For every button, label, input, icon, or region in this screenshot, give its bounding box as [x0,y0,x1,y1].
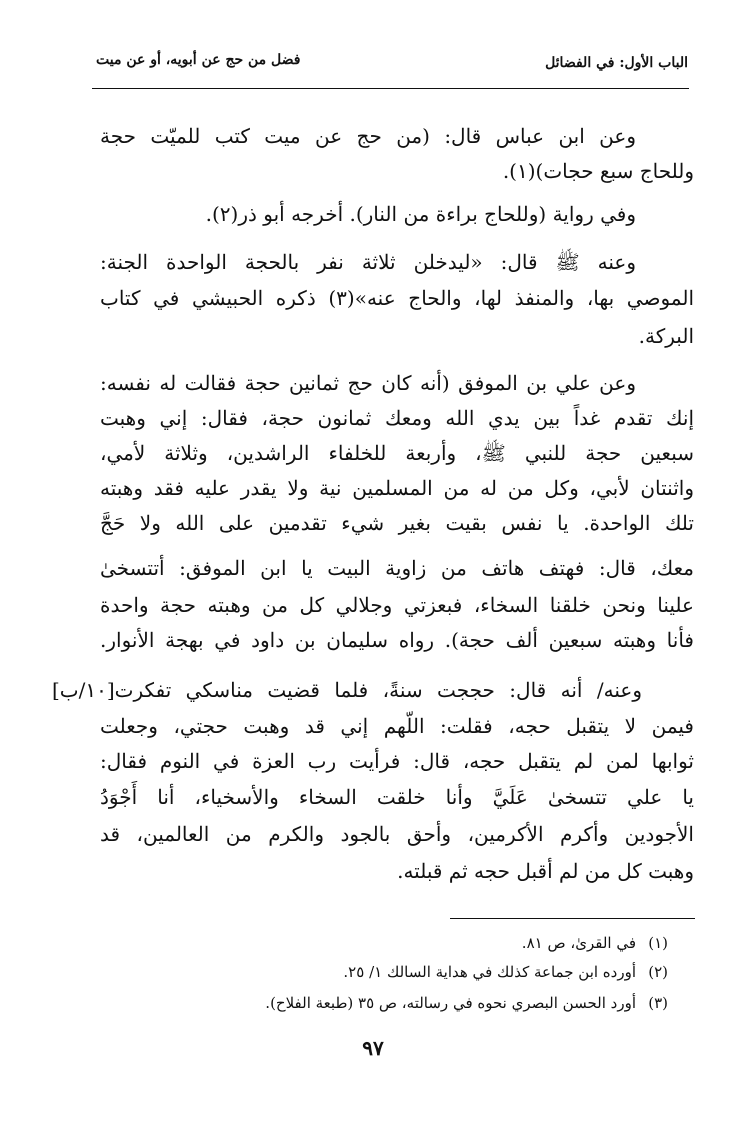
text-line: وهبت كل من لم أقبل حجه ثم قبلته. [397,859,694,883]
running-header-section: فضل من حج عن أبويه، أو عن ميت [96,52,301,68]
header-rule [92,88,689,89]
text-line: يا علي تتسخىٰ عَلَيَّ وأنا خلقت السخاء والأسخياء، أنا أَجْوَدُ [100,785,694,809]
footnote-text: أورد الحسن البصري نحوه في رسالته، ص ٣٥ (طبعة الفلاح). [265,994,636,1012]
text-line: علينا ونحن خلقنا السخاء، فبعزتي وجلالي كل من وهبته حجة واحدة [100,593,694,617]
text-line: الأجودين وأكرم الأكرمين، وأحق بالجود والكرم من العالمين، قد [100,822,694,846]
text-line: معك، قال: فهتف هاتف من زاوية البيت يا ابن الموفق: أتتسخىٰ [100,556,694,580]
footnote-text: في القرىٰ، ص ٨١. [521,934,636,952]
text-line: الموصي بها، والمنفذ لها، والحاج عنه»(٣) ذكره الحبيشي في كتاب [100,286,694,310]
page-number: ٩٧ [362,1036,384,1060]
text-line: إنك تقدم غداً بين يدي الله ومعك ثمانون حجة، فقال: إني وهبت [100,406,695,430]
text-line: تلك الواحدة. يا نفس بقيت بغير شيء تقدمين على الله ولا حَجَّ [100,511,694,535]
text-line: واثنتان لأبي، وكل من له من المسلمين نية ولا يقدر عليه فقد وهبته [100,476,694,500]
text-line: وعنه/ أنه قال: حججت سنةً، فلما قضيت مناسكي تفكرت[١٠/ب] [52,678,642,702]
footnote-number: (٣) [648,994,668,1012]
footnote-number: (٢) [648,963,668,981]
footnote [100,961,668,983]
text-line: فأنا وهبته سبعين ألف حجة). رواه سليمان بن داود في بهجة الأنوار. [100,628,694,652]
text-line: وعن ابن عباس قال: (من حج عن ميت كتب للميّت حجة [100,124,636,148]
text-line: ثوابها لمن لم يتقبل حجه، قال: فرأيت رب العزة في النوم فقال: [100,749,694,773]
footnote [100,992,668,1014]
text-line: فيمن لا يتقبل حجه، فقلت: اللّهم إني قد وهبت حجتي، وجعلت [100,714,694,738]
footnote-number: (١) [648,934,668,952]
text-line: وعنه ﷺ قال: «ليدخلن ثلاثة نفر بالحجة الواحدة الجنة: [100,250,636,274]
footnote-text: أورده ابن جماعة كذلك في هداية السالك ١/ ٢٥. [343,963,636,981]
footnote-rule [450,918,695,919]
running-header-chapter: الباب الأول: في الفضائل [545,55,688,71]
footnote [100,932,668,954]
text-line: وللحاج سبع حجات)(١). [502,159,694,183]
text-line: وعن علي بن الموفق (أنه كان حج ثمانين حجة فقالت له نفسه: [100,371,636,395]
text-line: وفي رواية (وللحاج براءة من النار). أخرجه أبو ذر(٢). [205,202,636,226]
text-line: البركة. [638,324,694,348]
text-line: سبعين حجة للنبي ﷺ، وأربعة للخلفاء الراشدين، وثلاثة لأمي، [100,441,694,465]
